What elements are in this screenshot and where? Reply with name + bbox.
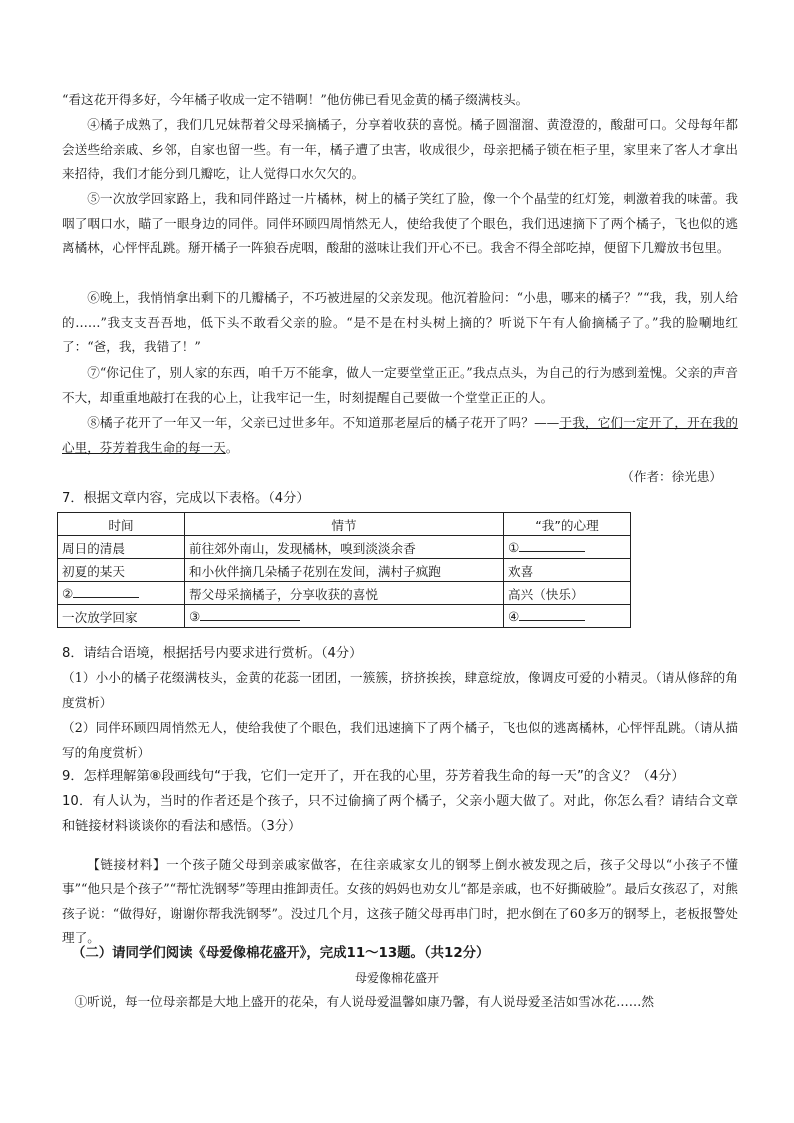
- article-paragraph-1: ①听说，每一位母亲都是大地上盛开的花朵，有人说母爱温馨如康乃馨，有人说母爱圣洁如雪冰花……然: [74, 994, 654, 1009]
- p8-end: 。: [225, 439, 239, 455]
- table-cell: [504, 536, 631, 559]
- answer-blank[interactable]: [73, 585, 139, 598]
- table-row: [58, 582, 631, 605]
- story-paragraph-5: ⑤一次放学回家路上，我和同伴路过一片橘林，树上的橘子笑红了脸，像一个个晶莹的红灯笼，刺激着我的味蕾。我咽了咽口水，瞄了一眼身边的同伴。同伴环顾四周悄然无人，使给我使了个眼色，我们迅速摘下了两个橘子，飞也似的逃离橘林，心怦怦乱跳。掰开橘子一阵狼吞虎咽，酸甜的滋味让我们开心不已。我舍不得全部吃掉，便留下几瓣放书包里。: [62, 191, 738, 255]
- article-title: 母爱像棉花盛开: [354, 971, 439, 985]
- table-header-cell: 时间: [58, 513, 185, 536]
- question-7-title: 7．根据文章内容，完成以下表格。（4分）: [62, 491, 310, 506]
- table-row: [58, 605, 631, 628]
- table-cell: [185, 605, 504, 628]
- story-paragraph-6: ⑥晚上，我悄悄拿出剩下的几瓣橘子，不巧被进屋的父亲发现。他沉着脸问：“小患，哪来的橘子？”“我，我，别人给的……”我支支吾吾地，低下头不敢看父亲的脸。“是不是在村头树上摘的？听说下午有人偷摘橘子了。”我的脸唰地红了：“爸，我，我错了！”: [62, 290, 738, 354]
- question-8-item-2: （2）同伴环顾四周悄然无人，使给我使了个眼色，我们迅速摘下了两个橘子，飞也似的逃离橘林，心怦怦乱跳。（请从描写的角度赏析）: [62, 720, 738, 760]
- blank-number: ③: [189, 609, 201, 624]
- story-paragraph-7: ⑦“你记住了，别人家的东西，咱千万不能拿，做人一定要堂堂正正。”我点点头，为自己的行为感到羞愧。父亲的声音不大，却重重地敲打在我的心上，让我牢记一生，时刻提醒自己要做一个堂堂正正的人。: [62, 365, 738, 405]
- question-10: 10．有人认为，当时的作者还是个孩子，只不过偷摘了两个橘子，父亲小题大做了。对此，你怎么看？请结合文章和链接材料谈谈你的看法和感悟。（3分）: [62, 794, 738, 834]
- story-paragraph-0: “看这花开得多好，今年橘子收成一定不错啊！”他仿佛已看见金黄的橘子缀满枝头。: [62, 92, 529, 107]
- question-7-table: [57, 512, 631, 628]
- story-paragraph-4: ④橘子成熟了，我们几兄妹帮着父母采摘橘子，分享着收获的喜悦。橘子圆溜溜、黄澄澄的，酸甜可口。父母每年都会送些给亲戚、乡邻，自家也留一些。有一年，橘子遭了虫害，收成很少，母亲把橘子锁在柜子里，家里来了客人才拿出来招待，我们才能分到几瓣吃，让人觉得口水欠欠的。: [62, 117, 738, 181]
- table-cell: 前往郊外南山，发现橘林，嗅到淡淡余香: [185, 536, 504, 559]
- link-material: 【链接材料】一个孩子随父母到亲戚家做客，在往亲戚家女儿的钢琴上倒水被发现之后，孩子父母以“小孩子不懂事”“他只是个孩子”“帮忙洗钢琴”等理由推卸责任。女孩的妈妈也劝女儿“都是亲戚，也不好撕破脸”。最后女孩忍了，对熊孩子说：“做得好，谢谢你帮我洗钢琴”。没过几个月，这孩子随父母再串门时，把水倒在了60多万的钢琴上，老板报警处理了。: [62, 856, 738, 946]
- table-cell: 高兴（快乐）: [504, 582, 631, 605]
- table-header-row: [58, 513, 631, 536]
- answer-blank[interactable]: [519, 608, 585, 621]
- answer-blank[interactable]: [519, 539, 585, 552]
- table-cell: 一次放学回家: [58, 605, 185, 628]
- table-cell: 和小伙伴摘几朵橘子花别在发间，满村子疯跑: [185, 559, 504, 582]
- section-2-heading: （二）请同学们阅读《母爱像棉花盛开》，完成11～13题。（共12分）: [72, 946, 490, 961]
- table-cell: 欢喜: [504, 559, 631, 582]
- author-credit: （作者：徐光患）: [621, 469, 722, 484]
- table-cell: 帮父母采摘橘子，分享收获的喜悦: [185, 582, 504, 605]
- table-cell: 周日的清晨: [58, 536, 185, 559]
- table-header-cell: “我”的心理: [504, 513, 631, 536]
- table-cell: [58, 582, 185, 605]
- answer-blank[interactable]: [200, 608, 300, 621]
- question-8-title: 8．请结合语境，根据括号内要求进行赏析。（4分）: [62, 646, 363, 661]
- p8-text: ⑧橘子花开了一年又一年，父亲已过世多年。不知道那老屋后的橘子花开了吗？: [87, 415, 535, 430]
- question-8-item-1: （1）小小的橘子花缀满枝头，金黄的花蕊一团团，一簇簇，挤挤挨挨，肆意绽放，像调皮可爱的小精灵。（请从修辞的角度赏析）: [62, 670, 738, 710]
- story-paragraph-8: [62, 411, 738, 460]
- table-row: [58, 559, 631, 582]
- table-cell: [504, 605, 631, 628]
- blank-number: ②: [62, 586, 74, 601]
- table-header-cell: 情节: [185, 513, 504, 536]
- underlined-sentence: 于我，它们一定开了，开在我的心里，芬芳着我生命的每一天: [62, 415, 739, 455]
- table-row: [58, 536, 631, 559]
- table-cell: 初夏的某天: [58, 559, 185, 582]
- question-9: 9．怎样理解第⑧段画线句“于我，它们一定开了，开在我的心里，芬芳着我生命的每一天”的含义？（4分）: [62, 769, 685, 784]
- p8-dash: ——: [534, 415, 560, 430]
- blank-number: ④: [508, 609, 520, 624]
- blank-number: ①: [508, 540, 520, 555]
